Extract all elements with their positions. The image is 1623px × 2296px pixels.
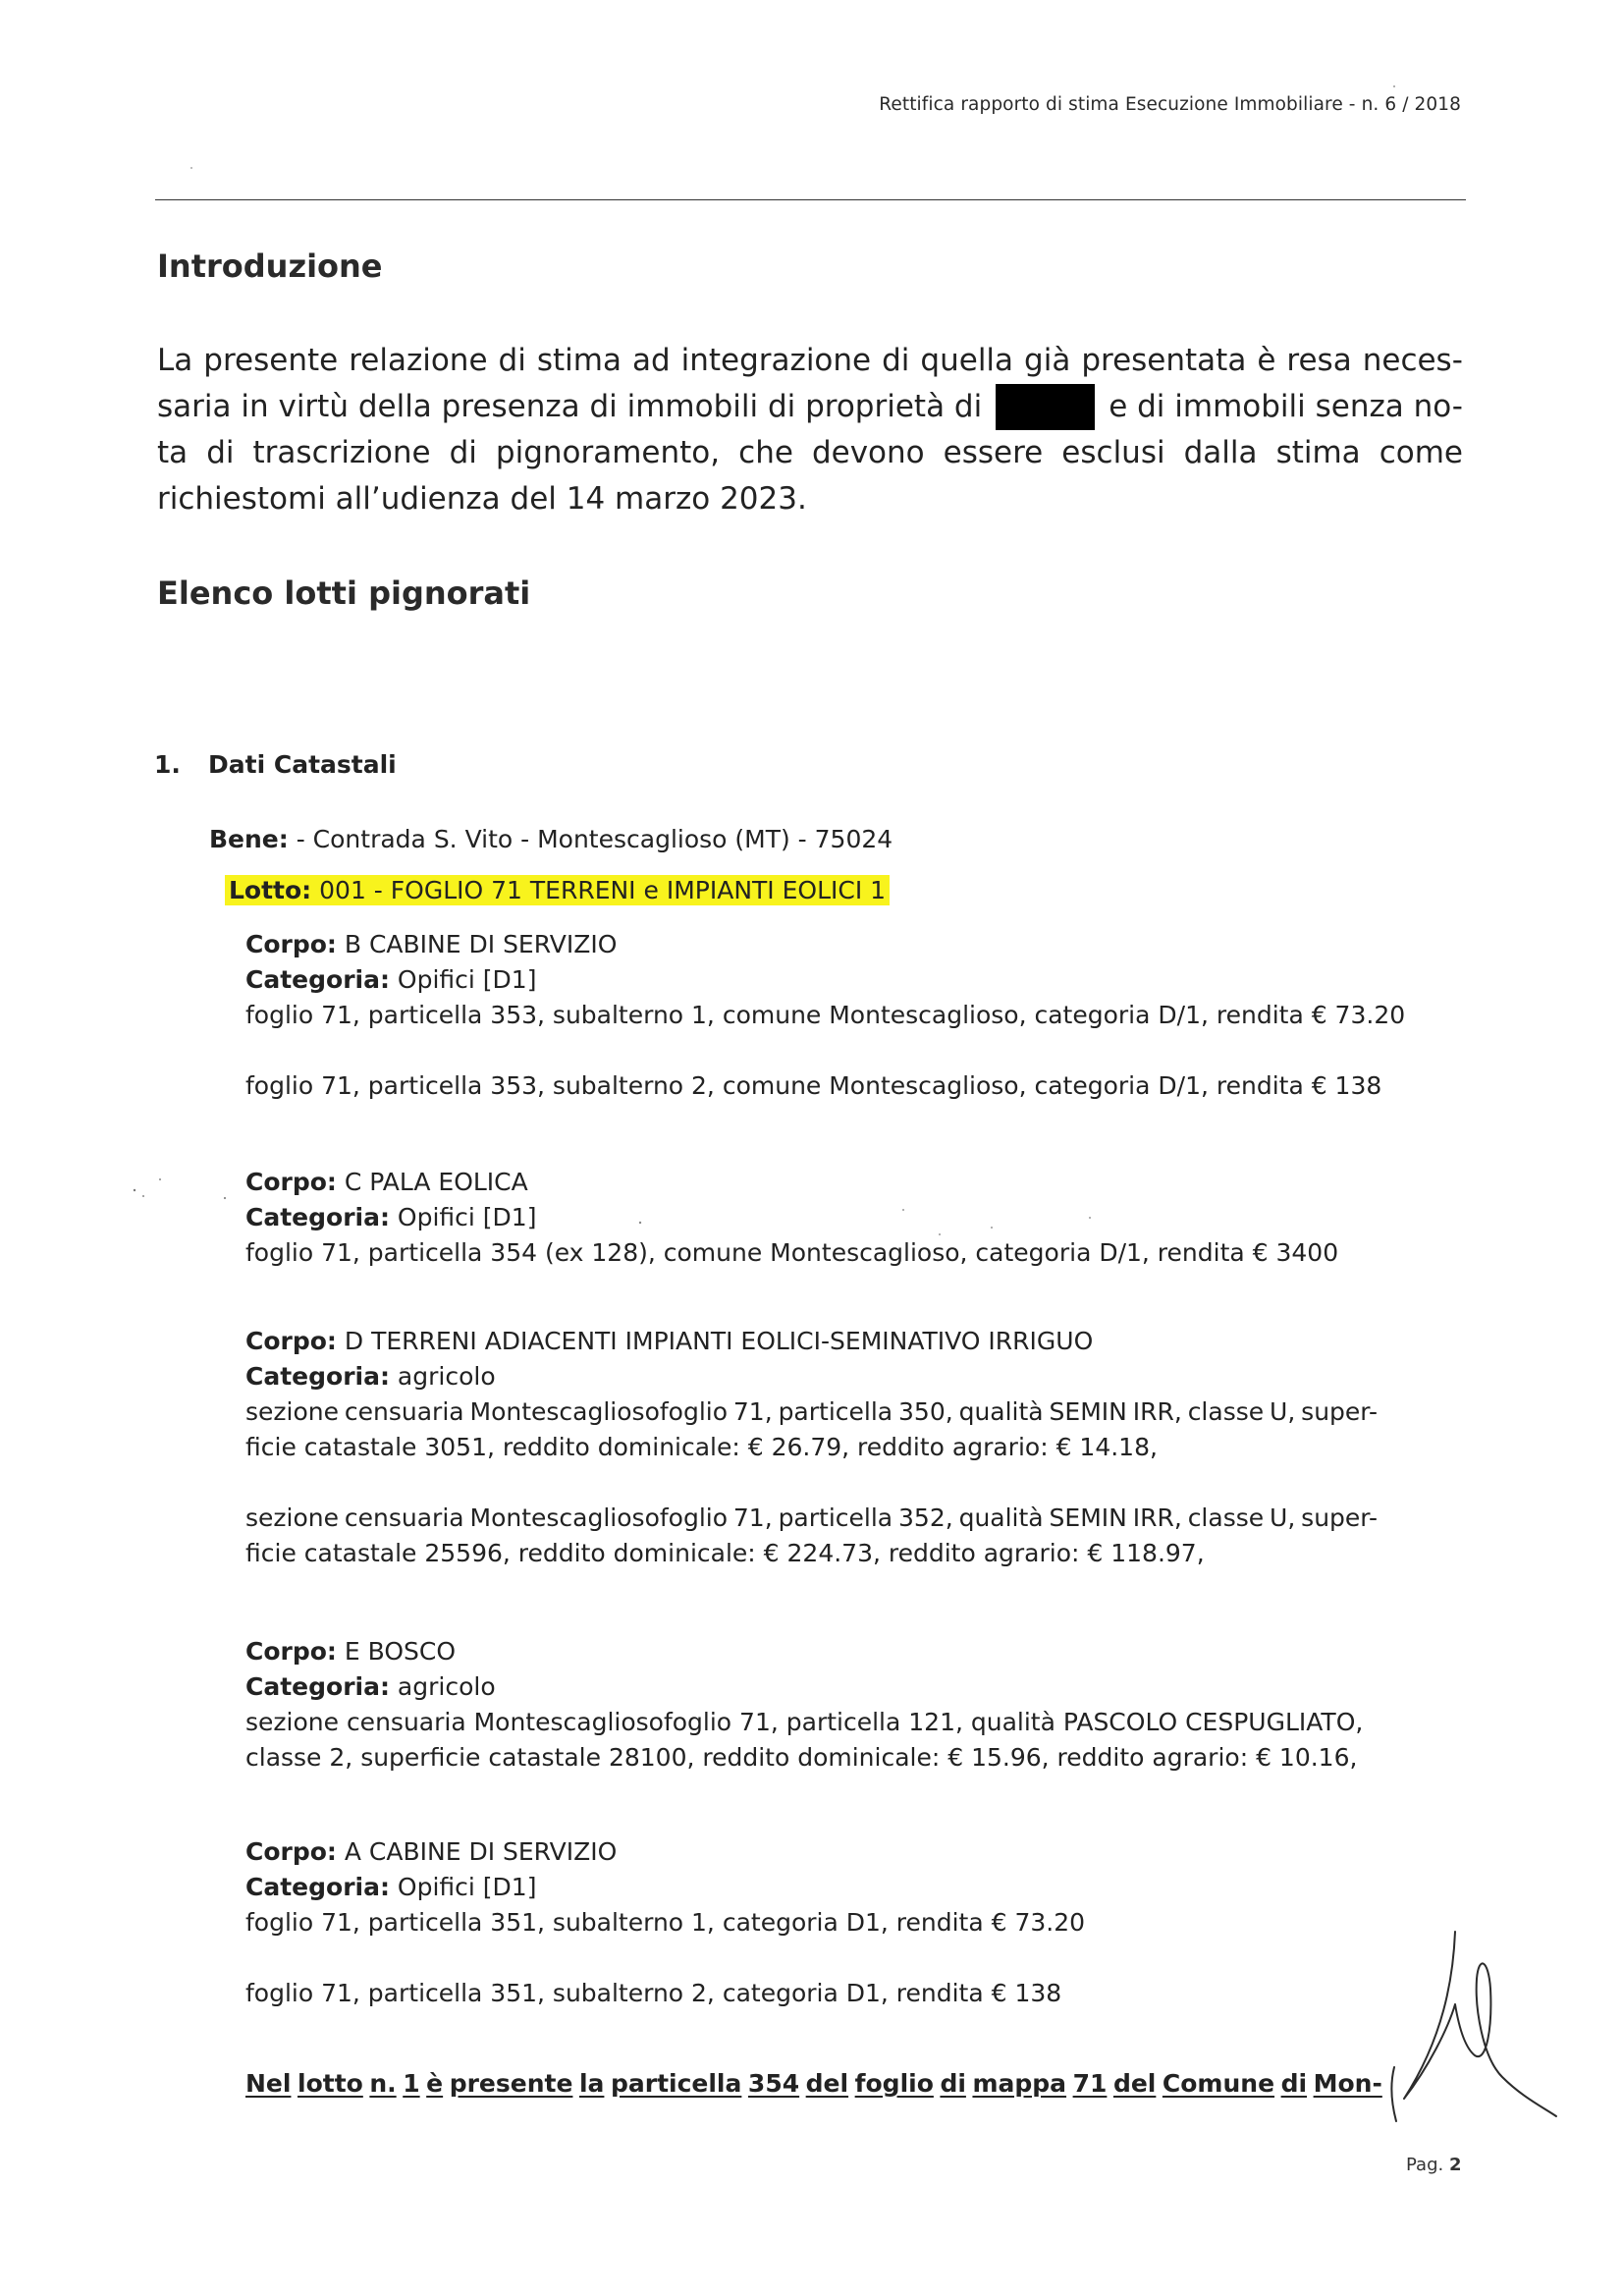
- signature-drawing: [1384, 1920, 1561, 2136]
- corpo-block: [245, 1634, 1363, 1776]
- cadastral-entry-line: [245, 1394, 1378, 1430]
- lots-heading: Elenco lotti pignorati: [157, 574, 531, 612]
- closing-word: mappa: [972, 2069, 1067, 2098]
- word: relazione: [349, 343, 488, 378]
- word: qualità: [958, 1397, 1044, 1426]
- bene-value: - Contrada S. Vito - Montescaglioso (MT) - 75024: [288, 825, 893, 853]
- word: presente: [203, 343, 339, 378]
- word: ta: [157, 435, 189, 470]
- word: come: [1379, 435, 1463, 470]
- corpo-label: Corpo:: [245, 1637, 337, 1666]
- word: già: [1024, 343, 1071, 378]
- cadastral-entry: foglio 71, particella 351, subalterno 2, categoria D1, rendita € 138: [245, 1979, 1062, 2007]
- word: devono: [811, 435, 925, 470]
- cadastral-entry-line: sezione censuaria Montescagliosofoglio 71, particella 121, qualità PASCOLO CESPUGLIATO,: [245, 1708, 1364, 1736]
- header-divider: [155, 199, 1466, 200]
- categoria-value: Opifici [D1]: [389, 965, 537, 994]
- section-number: 1.: [154, 750, 181, 779]
- word: resa: [1286, 343, 1352, 378]
- word: di: [882, 343, 910, 378]
- corpo-value: C PALA EOLICA: [336, 1168, 528, 1196]
- word: 71,: [732, 1397, 773, 1426]
- corpo-label: Corpo:: [245, 1327, 337, 1355]
- closing-word: Nel: [245, 2069, 292, 2098]
- word: stima: [1275, 435, 1361, 470]
- word: integrazione: [680, 343, 872, 378]
- lotto-value: 001 - FOGLIO 71 TERRENI e IMPIANTI EOLICI 1: [311, 876, 887, 904]
- section-title: [154, 750, 397, 779]
- intro-line-2: [157, 384, 1463, 430]
- corpo-label: Corpo:: [245, 1837, 337, 1866]
- document-header: Rettifica rapporto di stima Esecuzione Immobiliare - n. 6 / 2018: [879, 94, 1461, 115]
- page-number: [1406, 2155, 1461, 2175]
- word: U,: [1270, 1397, 1296, 1426]
- cadastral-entry: foglio 71, particella 354 (ex 128), comune Montescaglioso, categoria D/1, rendita € 3400: [245, 1238, 1339, 1267]
- word: sezione: [245, 1397, 339, 1426]
- categoria-line: [245, 1669, 1363, 1705]
- word: quella: [920, 343, 1014, 378]
- word: super-: [1301, 1397, 1378, 1426]
- word: 352,: [898, 1503, 953, 1532]
- closing-word: presente: [449, 2069, 573, 2098]
- word: classe: [1187, 1397, 1265, 1426]
- text-segment: richiestomi all’udienza del 14 marzo 2023.: [157, 481, 807, 517]
- intro-paragraph: [157, 338, 1463, 522]
- redaction-bar: [996, 384, 1095, 430]
- word: di: [498, 343, 526, 378]
- cadastral-entry: foglio 71, particella 351, subalterno 1, categoria D1, rendita € 73.20: [245, 1908, 1086, 1937]
- corpo-value: E BOSCO: [336, 1637, 457, 1666]
- intro-line-1: [157, 338, 1463, 384]
- categoria-line: [245, 1200, 1338, 1235]
- word: qualità: [958, 1503, 1044, 1532]
- cadastral-entry: foglio 71, particella 353, subalterno 1, comune Montescaglioso, categoria D/1, rendita € 73.20: [245, 1001, 1406, 1029]
- lotto-label: Lotto:: [229, 876, 312, 904]
- closing-word: del: [805, 2069, 849, 2098]
- word: SEMIN: [1049, 1397, 1127, 1426]
- closing-word: foglio: [854, 2069, 934, 2098]
- word: presentata: [1081, 343, 1247, 378]
- word: Montescagliosofoglio: [469, 1503, 729, 1532]
- cadastral-entry: foglio 71, particella 353, subalterno 2, comune Montescaglioso, categoria D/1, rendita € 138: [245, 1071, 1382, 1100]
- word: SEMIN: [1049, 1503, 1127, 1532]
- corpo-block: [245, 1165, 1338, 1271]
- categoria-value: Opifici [D1]: [389, 1203, 537, 1231]
- word: IRR,: [1132, 1503, 1182, 1532]
- page-number-value: 2: [1448, 2155, 1462, 2175]
- word: classe: [1187, 1503, 1265, 1532]
- word: di: [206, 435, 235, 470]
- word: che: [738, 435, 793, 470]
- text-segment: saria in virtù della presenza di immobili di proprietà di: [157, 389, 983, 424]
- corpo-value: B CABINE DI SERVIZIO: [336, 930, 618, 958]
- word: particella: [778, 1397, 893, 1426]
- cadastral-entry-line: [245, 1501, 1378, 1536]
- lotto-highlight: [225, 875, 890, 905]
- categoria-label: Categoria:: [245, 965, 390, 994]
- categoria-label: Categoria:: [245, 1672, 390, 1701]
- word: censuaria: [344, 1503, 464, 1532]
- section-label: Dati Catastali: [208, 750, 397, 779]
- word: stima: [536, 343, 622, 378]
- closing-word: è: [426, 2069, 444, 2098]
- closing-statement: [245, 2069, 1382, 2098]
- closing-word: lotto: [298, 2069, 363, 2098]
- word: 350,: [898, 1397, 953, 1426]
- closing-word: 71: [1072, 2069, 1108, 2098]
- word: di: [449, 435, 477, 470]
- categoria-line: [245, 1359, 1378, 1394]
- bene-label: Bene:: [209, 825, 289, 853]
- corpo-line: [245, 1165, 1338, 1200]
- cadastral-entry-line: classe 2, superficie catastale 28100, reddito dominicale: € 15.96, reddito agrario: € 10.16,: [245, 1743, 1358, 1772]
- categoria-value: Opifici [D1]: [389, 1873, 537, 1901]
- corpo-label: Corpo:: [245, 1168, 337, 1196]
- word: U,: [1270, 1503, 1296, 1532]
- word: esclusi: [1061, 435, 1165, 470]
- closing-word: Comune: [1162, 2069, 1275, 2098]
- word: essere: [943, 435, 1044, 470]
- word: ad: [631, 343, 671, 378]
- corpo-label: Corpo:: [245, 930, 337, 958]
- corpo-line: [245, 1324, 1378, 1359]
- categoria-value: agricolo: [389, 1672, 496, 1701]
- corpo-value: D TERRENI ADIACENTI IMPIANTI EOLICI-SEMINATIVO IRRIGUO: [336, 1327, 1094, 1355]
- closing-word: particella: [610, 2069, 742, 2098]
- word: trascrizione: [252, 435, 431, 470]
- word: è: [1257, 343, 1276, 378]
- corpo-value: A CABINE DI SERVIZIO: [336, 1837, 618, 1866]
- closing-word: di: [1280, 2069, 1308, 2098]
- corpo-line: [245, 927, 1405, 962]
- corpo-block: [245, 1834, 1085, 2011]
- word: super-: [1301, 1503, 1378, 1532]
- intro-line-3: [157, 430, 1463, 476]
- corpo-line: [245, 1834, 1085, 1870]
- word: Montescagliosofoglio: [469, 1397, 729, 1426]
- closing-word: 1: [403, 2069, 420, 2098]
- bene-line: [209, 825, 893, 853]
- corpo-block: [245, 1324, 1378, 1571]
- word: IRR,: [1132, 1397, 1182, 1426]
- word: censuaria: [344, 1397, 464, 1426]
- word: sezione: [245, 1503, 339, 1532]
- corpo-line: [245, 1634, 1363, 1669]
- word: pignoramento,: [495, 435, 721, 470]
- word: 71,: [732, 1503, 773, 1532]
- intro-heading: Introduzione: [157, 247, 383, 285]
- closing-word: Mon-: [1313, 2069, 1382, 2098]
- closing-word: di: [940, 2069, 966, 2098]
- page-label: Pag.: [1406, 2155, 1449, 2175]
- categoria-value: agricolo: [389, 1362, 496, 1391]
- categoria-line: [245, 962, 1405, 998]
- word: particella: [778, 1503, 893, 1532]
- closing-word: del: [1112, 2069, 1157, 2098]
- word: neces-: [1362, 343, 1463, 378]
- cadastral-entry-line: ficie catastale 25596, reddito dominicale: € 224.73, reddito agrario: € 118.97,: [245, 1539, 1205, 1567]
- corpo-block: [245, 927, 1405, 1104]
- text-segment: e di immobili senza no-: [1109, 389, 1463, 424]
- categoria-label: Categoria:: [245, 1362, 390, 1391]
- closing-word: n.: [369, 2069, 397, 2098]
- cadastral-entry-line: ficie catastale 3051, reddito dominicale: € 26.79, reddito agrario: € 14.18,: [245, 1433, 1158, 1461]
- categoria-line: [245, 1870, 1085, 1905]
- word: La: [157, 343, 193, 378]
- word: dalla: [1183, 435, 1258, 470]
- categoria-label: Categoria:: [245, 1873, 390, 1901]
- categoria-label: Categoria:: [245, 1203, 390, 1231]
- closing-word: la: [578, 2069, 605, 2098]
- intro-line-4: [157, 476, 1463, 522]
- closing-word: 354: [747, 2069, 800, 2098]
